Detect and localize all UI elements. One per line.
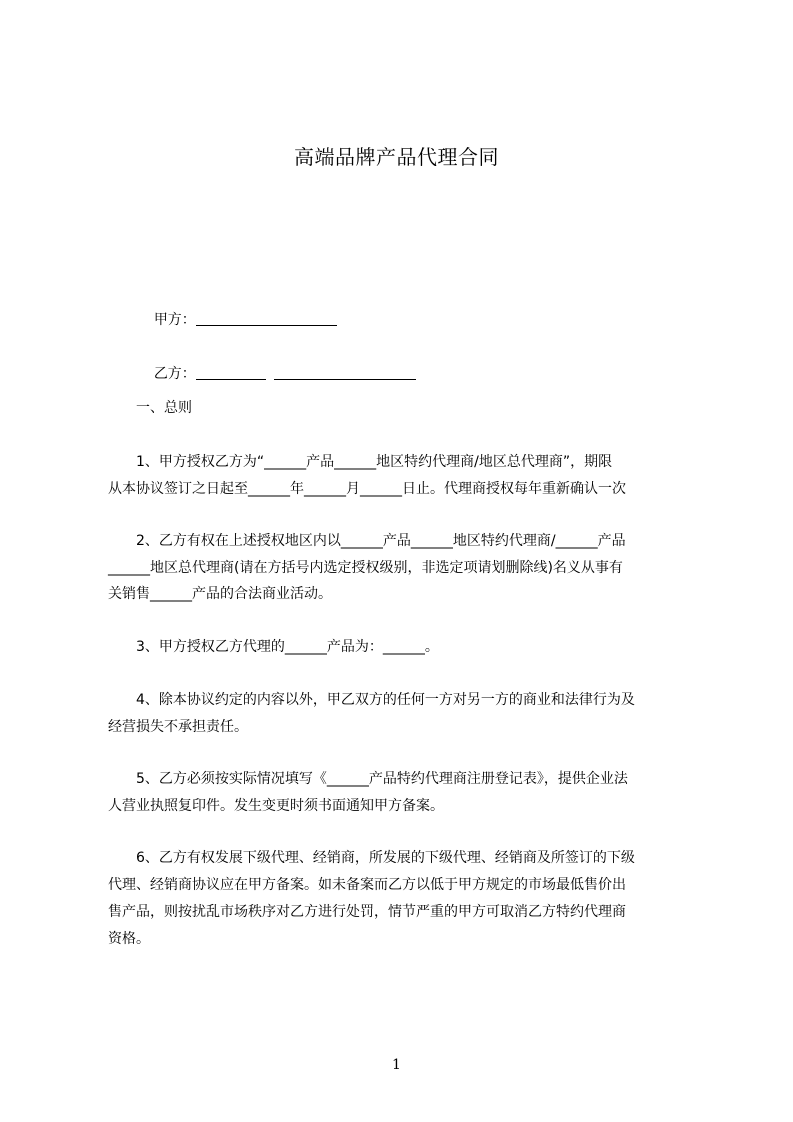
page-number: 1 xyxy=(392,1057,401,1073)
clause-6-line-1: 6、乙方有权发展下级代理、经销商，所发展的下级代理、经销商及所签订的下级 xyxy=(136,850,635,866)
clause-4-line-1: 4、除本协议约定的内容以外，甲乙双方的任何一方对另一方的商业和法律行为及 xyxy=(136,692,635,708)
party-b-label: 乙方： xyxy=(153,366,196,382)
clause-2-line-2: ______地区总代理商(请在方括号内选定授权级别，非选定项请划删除线)名义从事有 xyxy=(108,560,623,576)
party-a-blank xyxy=(196,311,337,326)
clause-3-line-1: 3、甲方授权乙方代理的______产品为：______。 xyxy=(136,639,439,655)
clause-2-line-1: 2、乙方有权在上述授权地区内以______产品______地区特约代理商/______产品 xyxy=(136,533,626,549)
clause-6-line-3: 售产品，则按扰乱市场秩序对乙方进行处罚，情节严重的甲方可取消乙方特约代理商 xyxy=(108,904,626,920)
clause-6-line-4: 资格。 xyxy=(108,931,150,947)
clause-5-line-1: 5、乙方必须按实际情况填写《______产品特约代理商注册登记表》，提供企业法 xyxy=(136,771,628,787)
document-title: 高端品牌产品代理合同 xyxy=(294,145,499,169)
party-b-blank-2 xyxy=(274,365,416,380)
party-a-line xyxy=(136,290,337,350)
clause-6-line-2: 代理、经销商协议应在甲方备案。如未备案而乙方以低于甲方规定的市场最低售价出 xyxy=(108,877,626,893)
clause-1-line-1: 1、甲方授权乙方为“______产品______地区特约代理商/地区总代理商”，期限 xyxy=(136,454,613,470)
clause-4-line-2: 经营损失不承担责任。 xyxy=(108,719,248,735)
section-heading: 一、总则 xyxy=(136,400,192,416)
party-a-label: 甲方： xyxy=(153,312,196,328)
clause-2-line-3: 关销售______产品的合法商业活动。 xyxy=(108,586,332,602)
party-b-line xyxy=(136,344,416,404)
clause-1-line-2: 从本协议签订之日起至______年______月______日止。代理商授权每年重新确认一次 xyxy=(108,481,626,497)
clause-5-line-2: 人营业执照复印件。发生变更时须书面通知甲方备案。 xyxy=(108,798,444,814)
party-b-blank-1 xyxy=(196,365,266,380)
